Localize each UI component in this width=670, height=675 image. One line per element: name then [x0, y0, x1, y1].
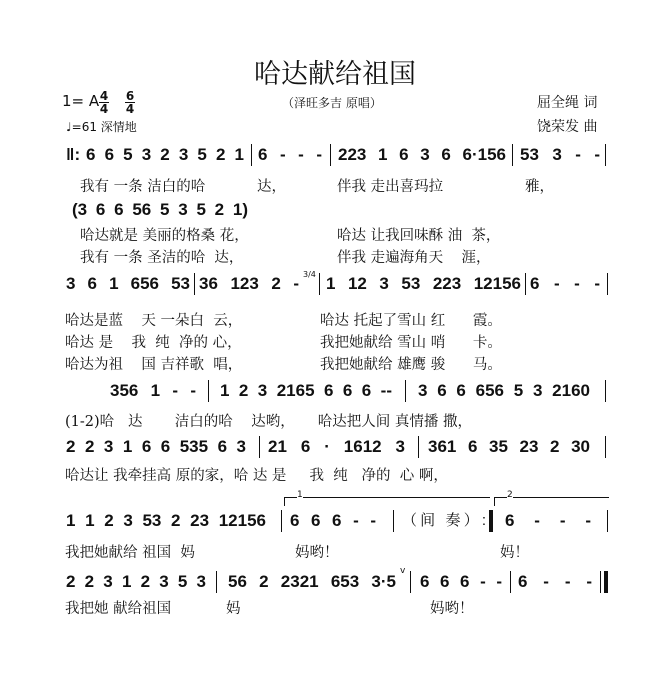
interlude-marking: （间 奏）:: [402, 512, 486, 529]
lyricist-credit: 屈全绳 词: [537, 95, 598, 111]
lyric: 妈哟！: [295, 545, 339, 561]
volta-number: 1: [297, 490, 303, 500]
barline: [251, 144, 252, 166]
lyric: 哈达是蓝 天 一朵白 云，: [65, 313, 243, 329]
barline: [510, 571, 511, 593]
volta-bracket-1: [284, 490, 490, 506]
final-barline-thin: [600, 571, 601, 593]
barline: [605, 144, 606, 166]
lyric: 哈达就是 美丽的格桑 花，: [80, 228, 249, 244]
repeat-end-bar: [489, 510, 493, 532]
lyric: 雅，: [525, 179, 554, 195]
barline: [405, 380, 406, 402]
measure: 36 123 2 -: [199, 274, 299, 293]
barline: [607, 273, 608, 295]
barline: [525, 273, 526, 295]
barline: [605, 436, 606, 458]
measure: 361 6 35 23 2 30: [428, 437, 590, 456]
lyric: 哈达 托起了雪山 红 霞。: [320, 313, 502, 329]
measure: 3 6 1 656 53: [66, 274, 190, 293]
final-barline-thick: [604, 571, 608, 593]
measure: 6 6 6 - -: [290, 511, 376, 530]
measure: 2 2 3 1 6 6 535 6 3: [66, 437, 246, 456]
lyric: 妈: [226, 601, 241, 617]
time-change-mark: 3/4: [303, 270, 316, 279]
barline: [216, 571, 217, 593]
measure: 6 - - -: [518, 572, 592, 591]
barline: [605, 380, 606, 402]
measure: 1 2 3 2165 6 6 6 --: [220, 381, 392, 400]
measure: 6 - - -: [258, 145, 322, 164]
lyric: 我把她献给 雄鹰 骏 马。: [320, 357, 502, 373]
barline: [330, 144, 331, 166]
lyric: 哈达 让我回味酥 油 茶，: [337, 228, 501, 244]
key-signature: 1= A: [62, 92, 100, 110]
barline: [607, 510, 608, 532]
song-title: 哈达献给祖国: [254, 59, 416, 90]
measure: 3 6 6 656 5 3 2160: [418, 381, 590, 400]
barline: [281, 510, 282, 532]
barline: [512, 144, 513, 166]
measure: 6 6 5 3 2 3 5 2 1: [86, 145, 244, 164]
volta-bracket-2: [494, 490, 609, 506]
time-signature-6-4: [125, 90, 135, 115]
measure: 6 - - -: [530, 274, 600, 293]
lyric: 哈达让 我牵挂高 原的家，哈 达 是 我 纯 净的 心 啊，: [65, 468, 448, 484]
lyric: 妈哟！: [430, 601, 474, 617]
measure: 6 - - -: [505, 511, 591, 530]
tempo-marking: ♩=61 深情地: [66, 120, 137, 134]
lyric: 我有 一条 洁白的哈: [80, 179, 206, 195]
singer-credit: （泽旺多吉 原唱）: [282, 96, 382, 110]
barline: [208, 380, 209, 402]
lyric: 我把她献给 祖国 妈: [65, 545, 195, 561]
measure: 21 6 · 1612 3: [268, 437, 405, 456]
lyric: 妈！: [500, 545, 529, 561]
repeat-start: ‖:: [66, 145, 81, 164]
composer-credit: 饶荣发 曲: [537, 119, 598, 135]
lyric: 我把她 献给祖国: [65, 601, 172, 617]
numerator: 6: [125, 89, 135, 103]
barline: [418, 436, 419, 458]
denominator: 4: [99, 102, 109, 116]
volta-number: 2: [507, 490, 513, 500]
time-signature-4-4: [99, 90, 109, 115]
measure: 53 3 - -: [520, 145, 600, 164]
barline: [319, 273, 320, 295]
numerator: 4: [99, 89, 109, 103]
barline: [393, 510, 394, 532]
lyric: 伴我 走出喜玛拉: [337, 179, 444, 195]
measure: 223 1 6 3 6 6·156: [338, 145, 506, 164]
barline: [410, 571, 411, 593]
barline: [194, 273, 195, 295]
measure: (3 6 6 56 5 3 5 2 1): [72, 200, 248, 219]
measure: 56 2 2321 653 3·5: [228, 572, 396, 591]
measure: 356 1 - -: [110, 381, 196, 400]
lyric: 哈达 是 我 纯 净的 心，: [65, 335, 242, 351]
lyric: 达，: [257, 179, 286, 195]
measure: 1 1 2 3 53 2 23 12156: [66, 511, 266, 530]
lyric: 我把她献给 雪山 哨 卡。: [320, 335, 502, 351]
denominator: 4: [125, 102, 135, 116]
lyric: 我有 一条 圣洁的哈 达，: [80, 250, 244, 266]
measure: 1 12 3 53 223 12156: [326, 274, 521, 293]
measure: 2 2 3 1 2 3 5 3: [66, 572, 206, 591]
lyric: (1-2)哈 达 洁白的哈 达哟， 哈达把人间 真情播 撒，: [65, 414, 472, 430]
lyric: 哈达为祖 国 吉祥歌 唱，: [65, 357, 243, 373]
barline: [259, 436, 260, 458]
measure: 6 6 6 - -: [420, 572, 502, 591]
breath-mark: v: [400, 566, 406, 576]
lyric: 伴我 走遍海角天 涯，: [337, 250, 491, 266]
